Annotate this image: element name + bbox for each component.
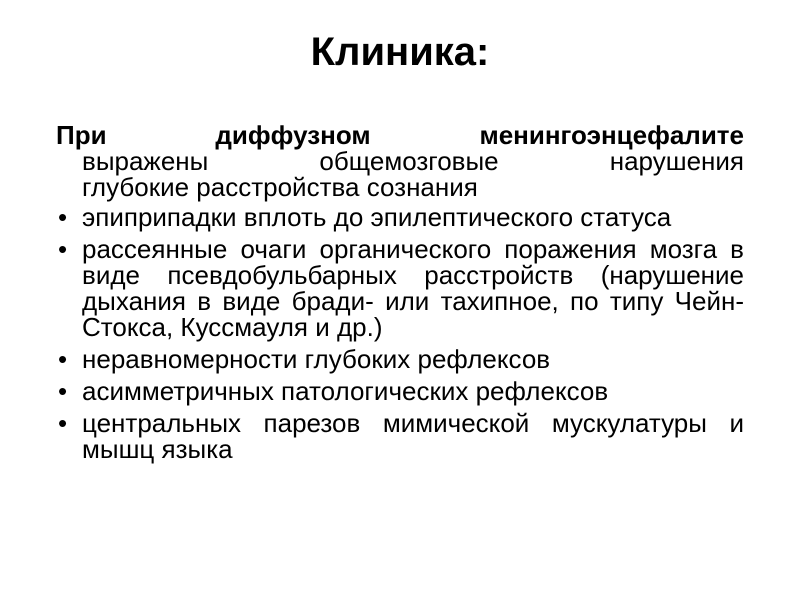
intro-line-1: выражены общемозговые нарушения — [82, 146, 744, 176]
bullet-icon: • — [58, 202, 68, 232]
list-item — [56, 410, 744, 462]
intro-rest — [82, 148, 744, 200]
intro-bold-text: При диффузном менингоэнцефалите — [56, 120, 744, 150]
bullet-icon: • — [58, 344, 68, 374]
intro-line-2: глубокие расстройства сознания — [82, 172, 478, 202]
list-item — [56, 346, 744, 372]
list-item-text: рассеянные очаги органического поражения мозга в виде псевдобульбарных расстройств (нарушение дыхания в виде бради- или тахипное, по типу Чейн-Стокса, Куссмауля и др.) — [82, 234, 744, 342]
bullet-list — [56, 204, 744, 462]
list-item-text: центральных парезов мимической мускулатуры и мышц языка — [82, 408, 744, 464]
intro-paragraph — [56, 122, 744, 200]
list-item — [56, 236, 744, 340]
page-title: Клиника: — [310, 30, 490, 74]
list-item — [56, 204, 744, 230]
bullet-icon: • — [58, 376, 68, 406]
slide-content — [56, 122, 744, 468]
bullet-icon: • — [58, 234, 68, 264]
list-item-text: неравномерности глубоких рефлексов — [82, 344, 551, 374]
list-item — [56, 378, 744, 404]
bullet-icon: • — [58, 408, 68, 438]
list-item-text: асимметричных патологических рефлексов — [82, 376, 609, 406]
list-item-text: эпиприпадки вплоть до эпилептического статуса — [82, 202, 672, 232]
